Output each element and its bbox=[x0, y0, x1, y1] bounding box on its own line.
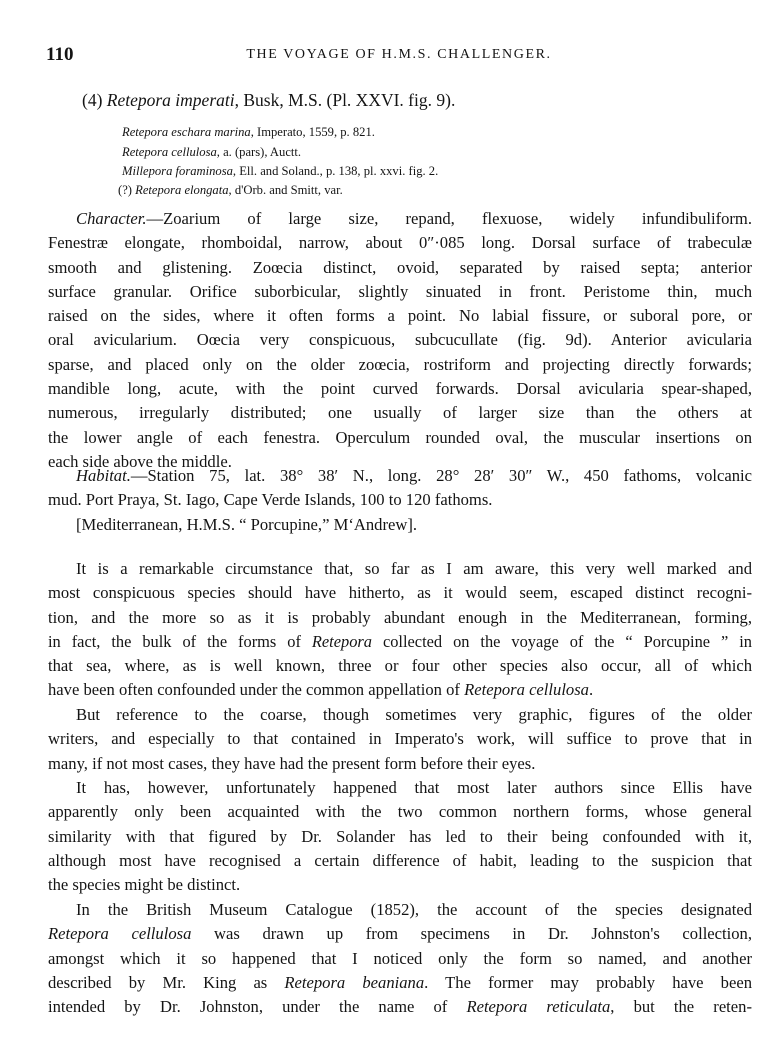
species-number: (4) bbox=[82, 90, 103, 110]
paragraph-line: In the British Museum Catalogue (1852), the account of the species designated bbox=[76, 900, 752, 919]
paragraph-line: in fact, the bulk of the forms of Retepora collected on the voyage of the “ Porcupine ” in bbox=[48, 631, 752, 651]
paragraph-line: many, if not most cases, they have had the present form before their eyes. bbox=[48, 753, 536, 773]
habitat-line: Habitat.—Station 75, lat. 38° 38′ N., long. 28° 28′ 30″ W., 450 fathoms, volcanic bbox=[76, 466, 752, 485]
synonym-citation: , a. (pars), Auctt. bbox=[216, 145, 302, 159]
character-line: Fenestræ elongate, rhomboidal, narrow, about 0″·085 long. Dorsal surface of trabeculæ bbox=[48, 233, 752, 253]
character-line: oral avicularium. Oœcia very conspicuous, subcucullate (fig. 9d). Anterior avicularia bbox=[48, 330, 752, 350]
paragraph-line: the species might be distinct. bbox=[48, 875, 241, 895]
body-paragraph bbox=[48, 776, 752, 897]
synonym-citation: , Imperato, 1559, p. 821. bbox=[250, 125, 375, 139]
body-paragraph bbox=[48, 898, 752, 1019]
character-line: mandible long, acute, with the point curved forwards. Dorsal avicularia spear-shaped, bbox=[48, 379, 752, 399]
character-line: sparse, and placed only on the older zoœcia, rostriform and projecting directly forwards; bbox=[48, 354, 752, 374]
paragraph-line: tion, and the more so as it is probably abundant enough in the Mediterranean, forming, bbox=[48, 607, 752, 627]
body-paragraph bbox=[48, 557, 752, 703]
synonym-query: (?) bbox=[118, 183, 136, 197]
character-line: the lower angle of each fenestra. Operculum rounded oval, the muscular insertions on bbox=[48, 427, 752, 447]
paragraph-line: Retepora cellulosa was drawn up from specimens in Dr. Johnston's collection, bbox=[48, 924, 752, 944]
synonym-citation: , d'Orb. and Smitt, var. bbox=[228, 183, 343, 197]
distribution-line: [Mediterranean, H.M.S. “ Porcupine,” M‘Andrew]. bbox=[76, 514, 417, 534]
paragraph-line: similarity with that figured by Dr. Solander has led to their being confounded with it, bbox=[48, 826, 752, 846]
character-line: numerous, irregularly distributed; one usually of larger size than the others at bbox=[48, 403, 752, 423]
paragraph-line: although most have recognised a certain difference of habit, leading to the suspicion that bbox=[48, 850, 752, 870]
paragraph-line: described by Mr. King as Retepora beaniana. The former may probably have been bbox=[48, 972, 752, 992]
paragraph-line: writers, and especially to that contained in Imperato's work, will suffice to prove that in bbox=[48, 729, 752, 749]
body-paragraph bbox=[48, 703, 752, 776]
paragraph-line: most conspicuous species should have hitherto, as it would seem, escaped distinct recogni- bbox=[48, 583, 752, 603]
character-line: smooth and glistening. Zoœcia distinct, ovoid, separated by raised septa; anterior bbox=[48, 257, 752, 277]
paragraph-line: that sea, where, as is well known, three or four other species also occur, all of which bbox=[48, 656, 752, 676]
species-name: Retepora imperati bbox=[106, 90, 235, 110]
species-heading bbox=[82, 90, 455, 111]
synonym-name: Millepora foraminosa bbox=[122, 164, 233, 178]
synonym-line bbox=[122, 125, 375, 140]
synonym-line bbox=[118, 183, 343, 198]
species-authority: , Busk, M.S. (Pl. XXVI. fig. 9). bbox=[234, 90, 456, 110]
character-line: each side above the middle. bbox=[48, 451, 232, 471]
paragraph-line: amongst which it so happened that I noticed only the form so named, and another bbox=[48, 948, 752, 968]
paragraph-line: But reference to the coarse, though sometimes very graphic, figures of the older bbox=[76, 705, 752, 724]
habitat-section bbox=[48, 464, 752, 537]
synonym-name: Retepora cellulosa bbox=[122, 145, 217, 159]
synonym-citation: , Ell. and Soland., p. 138, pl. xxvi. fig. 2. bbox=[232, 164, 439, 178]
character-label: Character. bbox=[76, 209, 147, 228]
paragraph-line: have been often confounded under the common appellation of Retepora cellulosa. bbox=[48, 680, 594, 700]
paragraph-line: apparently only been acquainted with the two common northern forms, whose general bbox=[48, 802, 752, 822]
synonym-line bbox=[122, 145, 301, 160]
habitat-label: Habitat. bbox=[76, 466, 131, 485]
synonym-line bbox=[122, 164, 438, 179]
character-line: surface granular. Orifice suborbicular, slightly sinuated in front. Peristome thin, much bbox=[48, 281, 752, 301]
running-title: THE VOYAGE OF H.M.S. CHALLENGER. bbox=[246, 47, 552, 62]
page-number: 110 bbox=[46, 44, 74, 65]
synonym-name: Retepora eschara marina bbox=[122, 125, 251, 139]
character-line: Character.—Zoarium of large size, repand, flexuose, widely infundibuliform. bbox=[76, 209, 752, 228]
page-header bbox=[46, 44, 752, 68]
character-section bbox=[48, 207, 752, 474]
paragraph-line: intended by Dr. Johnston, under the name of Retepora reticulata, but the reten- bbox=[48, 997, 752, 1017]
paragraph-line: It has, however, unfortunately happened that most later authors since Ellis have bbox=[76, 778, 752, 797]
synonym-name: Retepora elongata bbox=[135, 183, 229, 197]
character-line: raised on the sides, where it often forms a point. No labial fissure, or suboral pore, or bbox=[48, 306, 752, 326]
habitat-line: mud. Port Praya, St. Iago, Cape Verde Islands, 100 to 120 fathoms. bbox=[48, 490, 493, 510]
paragraph-line: It is a remarkable circumstance that, so far as I am aware, this very well marked and bbox=[76, 559, 752, 578]
